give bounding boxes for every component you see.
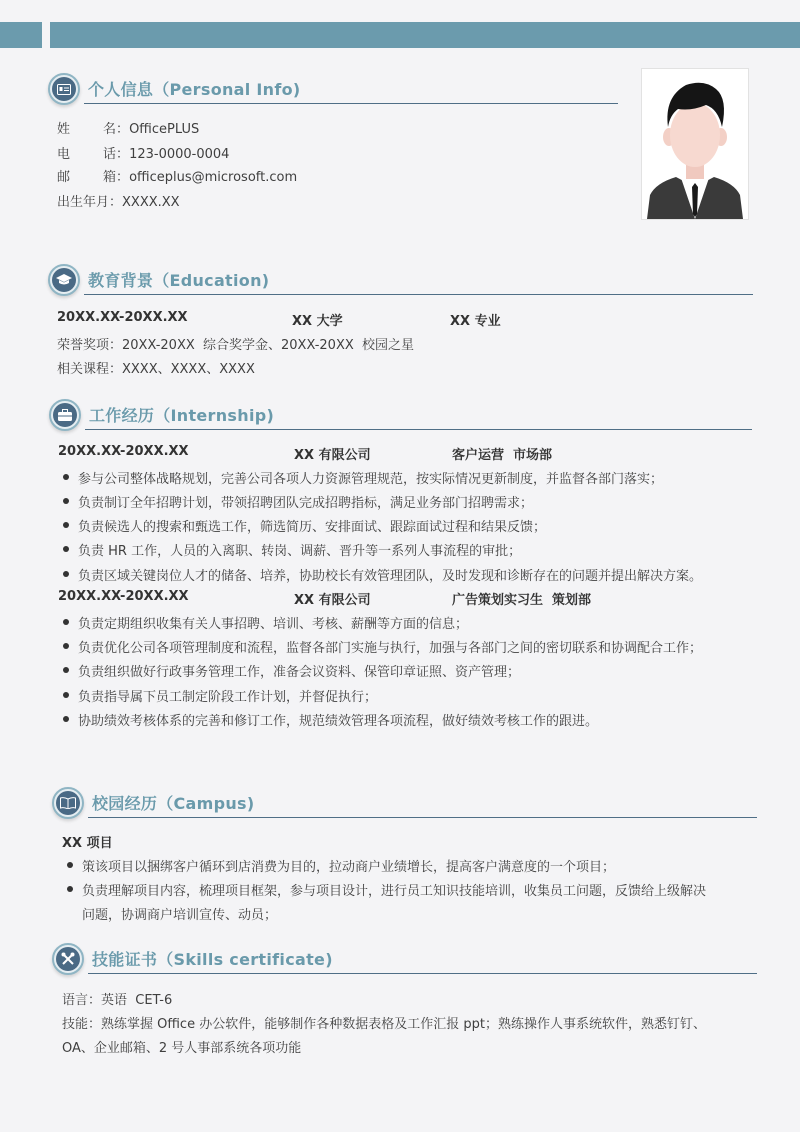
skills-tech-continuation: OA、企业邮箱、2 号人事部系统各项功能 — [62, 1041, 302, 1056]
tools-icon — [52, 943, 84, 975]
section-work — [49, 399, 754, 435]
list-item: 负责定期组织收集有关人事招聘、培训、考核、薪酬等方面的信息； — [78, 613, 468, 632]
section-divider — [88, 973, 757, 974]
id-card-icon — [48, 73, 80, 105]
personal-name-row — [57, 118, 199, 137]
job-company: XX 有限公司 — [294, 448, 371, 463]
skills-tech: 技能：熟练掌握 Office 办公软件，能够制作各种数据表格及工作汇报 ppt；熟练操作人事系统软件，熟悉钉钉、 — [62, 1017, 706, 1032]
list-item: 负责制订全年招聘计划，带领招聘团队完成招聘指标，满足业务部门招聘需求； — [78, 492, 533, 511]
education-courses: 相关课程：XXXX、XXXX、XXXX — [57, 362, 255, 377]
list-item: 负责理解项目内容，梳理项目框架，参与项目设计，进行员工知识技能培训，收集员工问题，反馈给上级解决 — [82, 880, 706, 899]
book-icon — [52, 787, 84, 819]
section-divider — [84, 103, 618, 104]
section-personal — [48, 73, 618, 109]
education-major: XX 专业 — [450, 314, 501, 329]
briefcase-icon — [49, 399, 81, 431]
job-period: 20XX.XX-20XX.XX — [58, 589, 189, 604]
phone-value: 123-0000-0004 — [129, 147, 230, 162]
skills-language: 语言：英语 CET-6 — [62, 993, 173, 1008]
section-divider — [84, 294, 753, 295]
section-divider — [88, 817, 757, 818]
list-item: 负责优化公司各项管理制度和流程，监督各部门实施与执行，加强与各部门之间的密切联系和协调配合工作； — [78, 637, 702, 656]
education-school: XX 大学 — [292, 314, 343, 329]
personal-birth-row — [57, 191, 180, 210]
job-role: 广告策划实习生 策划部 — [452, 593, 592, 608]
email-label: 邮 箱： — [57, 170, 130, 185]
list-item: 协助绩效考核体系的完善和修订工作，规范绩效管理各项流程，做好绩效考核工作的跟进。 — [78, 710, 598, 729]
personal-phone-row — [57, 143, 229, 162]
phone-label: 电 话： — [57, 147, 130, 162]
name-label: 姓 名： — [57, 122, 130, 137]
personal-email-row — [57, 166, 297, 185]
header-bar-right — [50, 22, 800, 48]
section-title-education: 教育背景（Education) — [88, 271, 270, 290]
list-item: 参与公司整体战略规划，完善公司各项人力资源管理规范，按实际情况更新制度，并监督各部门落实； — [78, 468, 663, 487]
list-item: 策该项目以捆绑客户循环到店消费为目的，拉动商户业绩增长，提高客户满意度的一个项目； — [82, 856, 615, 875]
list-item: 负责指导属下员工制定阶段工作计划，并督促执行； — [78, 686, 377, 705]
job-company: XX 有限公司 — [294, 593, 371, 608]
list-item: 负责区域关键岗位人才的储备、培养，协助校长有效管理团队，及时发现和诊断存在的问题并提出解决方案。 — [78, 565, 702, 584]
section-title-campus: 校园经历（Campus) — [92, 794, 255, 813]
job-period: 20XX.XX-20XX.XX — [58, 444, 189, 459]
campus-project: XX 项目 — [62, 836, 113, 851]
education-period: 20XX.XX-20XX.XX — [57, 310, 188, 325]
list-item: 负责候选人的搜索和甄选工作，筛选简历、安排面试、跟踪面试过程和结果反馈； — [78, 516, 546, 535]
list-item: 负责 HR 工作，人员的入离职、转岗、调薪、晋升等一系列人事流程的审批； — [78, 540, 521, 559]
section-title-work: 工作经历（Internship) — [89, 406, 275, 425]
birth-label: 出生年月： — [57, 195, 123, 210]
name-value: OfficePLUS — [129, 122, 200, 137]
job-role: 客户运营 市场部 — [452, 448, 553, 463]
section-title-personal: 个人信息（Personal Info) — [88, 80, 301, 99]
avatar-photo — [641, 68, 749, 220]
section-skills — [52, 943, 757, 979]
section-divider — [85, 429, 752, 430]
section-title-skills: 技能证书（Skills certificate) — [92, 950, 333, 969]
birth-value: XXXX.XX — [122, 195, 180, 210]
section-campus — [52, 787, 757, 823]
education-honors: 荣誉奖项：20XX-20XX 综合奖学金、20XX-20XX 校园之星 — [57, 338, 415, 353]
section-education — [48, 264, 753, 300]
list-item-continuation: 问题，协调商户培训宣传、动员； — [82, 908, 278, 923]
email-value: officeplus@microsoft.com — [129, 170, 298, 185]
graduation-cap-icon — [48, 264, 80, 296]
list-item: 负责组织做好行政事务管理工作，准备会议资料、保管印章证照、资产管理； — [78, 661, 520, 680]
header-bar-left — [0, 22, 42, 48]
